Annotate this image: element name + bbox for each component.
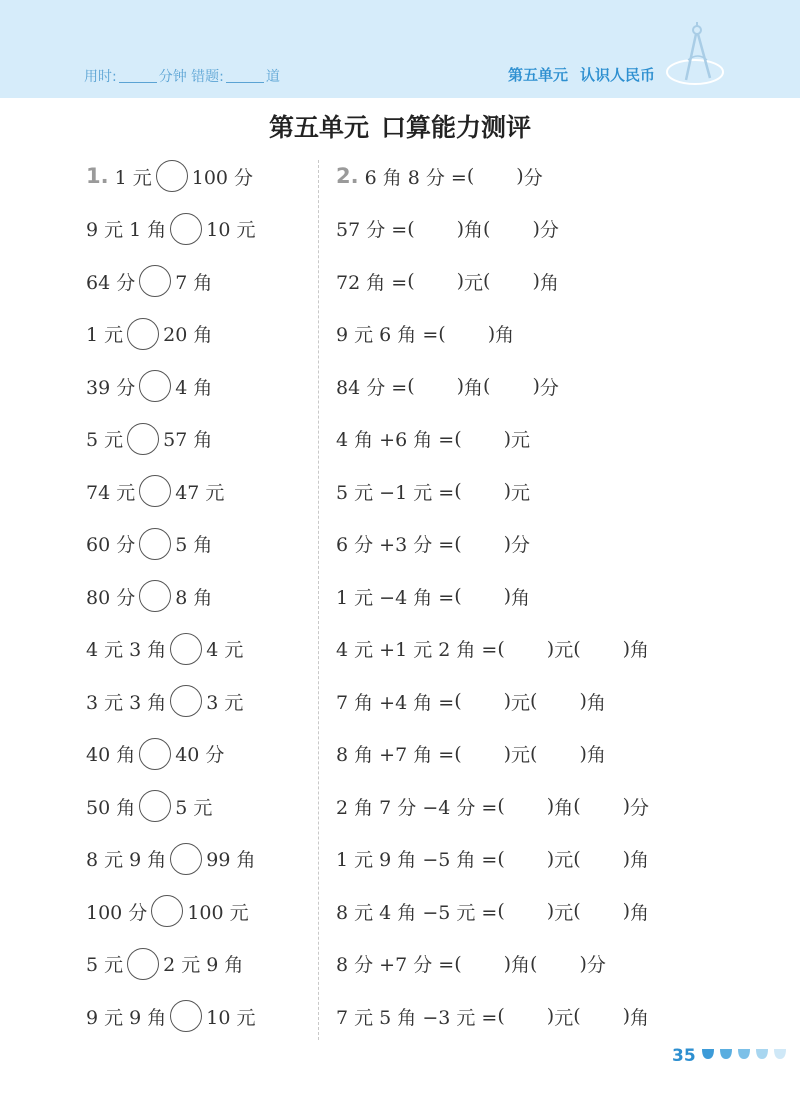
unit: 分 (511, 534, 531, 557)
compare-left: 1 元 (86, 324, 124, 347)
question-label: 道 (265, 69, 280, 85)
unit-label (508, 64, 655, 85)
compare-item-17 (86, 990, 314, 1043)
unit: 角 (630, 849, 650, 872)
compare-right: 57 角 (163, 429, 213, 452)
unit: 角 (586, 691, 606, 714)
compare-left: 3 元 3 角 (86, 691, 167, 714)
section-1-number: 1. (86, 164, 109, 189)
compare-left: 5 元 (86, 954, 124, 977)
unit: 分 (523, 166, 543, 189)
compare-left: 100 分 (86, 901, 148, 924)
convert-item-5: 84 分 = ( ) 角 ( ) 分 (336, 360, 756, 413)
unit: 分 (539, 219, 559, 242)
convert-expr: 7 元 5 角 −3 元 = (336, 1006, 498, 1029)
section-1-compare (86, 150, 314, 1043)
unit: 角 (511, 586, 531, 609)
compare-right: 8 角 (175, 586, 213, 609)
unit: 角 (539, 271, 559, 294)
compare-item-15 (86, 885, 314, 938)
time-blank[interactable] (119, 68, 157, 83)
unit: 分 (630, 796, 650, 819)
section-2-number: 2. (336, 164, 359, 189)
compare-circle[interactable] (127, 423, 159, 455)
compare-circle[interactable] (139, 370, 171, 402)
compare-left: 39 分 (86, 376, 136, 399)
compare-item-9 (86, 570, 314, 623)
compare-right: 10 元 (206, 1006, 256, 1029)
unit: 元 (511, 691, 531, 714)
time-label: 用时: (84, 69, 117, 85)
convert-item-1: 2. 6 角 8 分 = ( ) 分 (336, 164, 543, 189)
compare-item-1 (86, 150, 314, 203)
unit: 元 (554, 639, 574, 662)
compare-circle[interactable] (139, 790, 171, 822)
compare-item-11 (86, 675, 314, 728)
compare-item-4 (86, 308, 314, 361)
convert-expr: 72 角 = (336, 271, 408, 294)
compare-right: 47 元 (175, 481, 225, 504)
compare-circle[interactable] (139, 738, 171, 770)
compare-item-5 (86, 360, 314, 413)
unit: 元 (511, 481, 531, 504)
compare-circle[interactable] (139, 528, 171, 560)
compare-circle[interactable] (170, 213, 202, 245)
unit: 角 (630, 901, 650, 924)
compare-right: 100 分 (191, 166, 254, 189)
errors-label: 错题: (191, 69, 224, 85)
compare-circle[interactable] (170, 843, 202, 875)
compare-circle[interactable] (151, 895, 183, 927)
unit: 元 (554, 1006, 574, 1029)
errors-blank[interactable] (226, 68, 264, 83)
unit: 角 (586, 744, 606, 767)
convert-expr: 7 角 +4 角 = (336, 691, 455, 714)
compare-left: 5 元 (86, 429, 124, 452)
compare-item-10 (86, 623, 314, 676)
compare-circle[interactable] (127, 318, 159, 350)
convert-expr: 8 分 +7 分 = (336, 954, 455, 977)
convert-expr: 57 分 = (336, 219, 408, 242)
compare-item-13 (86, 780, 314, 833)
compare-circle[interactable] (170, 685, 202, 717)
convert-item-10: 4 元 +1 元 2 角 = ( ) 元 ( ) 角 (336, 623, 756, 676)
unit: 角 (464, 219, 484, 242)
compare-right: 4 元 (206, 639, 244, 662)
compare-item-8 (86, 518, 314, 571)
convert-item-4: 9 元 6 角 = ( ) 角 (336, 308, 756, 361)
minute-label: 分钟 (158, 69, 187, 85)
compare-right: 2 元 9 角 (163, 954, 244, 977)
convert-item-7: 5 元 −1 元 = ( ) 元 (336, 465, 756, 518)
compare-item-16 (86, 938, 314, 991)
wave-edge (0, 86, 800, 100)
convert-expr: 6 角 8 分 = (364, 166, 467, 189)
unit: 角 (495, 324, 515, 347)
unit: 分 (539, 376, 559, 399)
usage-record (84, 66, 280, 86)
convert-item-3: 72 角 = ( ) 元 ( ) 角 (336, 255, 756, 308)
unit: 元 (464, 271, 484, 294)
compare-circle[interactable] (127, 948, 159, 980)
compare-right: 4 角 (175, 376, 213, 399)
compare-right: 10 元 (206, 219, 256, 242)
convert-expr: 84 分 = (336, 376, 408, 399)
compare-right: 3 元 (206, 691, 244, 714)
convert-expr: 4 元 +1 元 2 角 = (336, 639, 498, 662)
convert-item-12: 8 角 +7 角 = ( ) 元 ( ) 角 (336, 728, 756, 781)
convert-item-15: 8 元 4 角 −5 元 = ( ) 元 ( ) 角 (336, 885, 756, 938)
compare-circle[interactable] (139, 475, 171, 507)
header-band (0, 0, 800, 98)
convert-item-8: 6 分 +3 分 = ( ) 分 (336, 518, 756, 571)
compare-left: 80 分 (86, 586, 136, 609)
convert-expr: 6 分 +3 分 = (336, 534, 455, 557)
compare-left: 40 角 (86, 744, 136, 767)
compare-left: 50 角 (86, 796, 136, 819)
compare-item-12 (86, 728, 314, 781)
convert-item-17: 7 元 5 角 −3 元 = ( ) 元 ( ) 角 (336, 990, 756, 1043)
compare-circle[interactable] (170, 1000, 202, 1032)
compare-left: 4 元 3 角 (86, 639, 167, 662)
unit: 分 (586, 954, 606, 977)
convert-expr: 9 元 6 角 = (336, 324, 439, 347)
unit: 元 (511, 744, 531, 767)
convert-item-16: 8 分 +7 分 = ( ) 角 ( ) 分 (336, 938, 756, 991)
page-title (0, 108, 800, 144)
column-divider (318, 160, 319, 1040)
compare-left: 60 分 (86, 534, 136, 557)
compare-right: 40 分 (175, 744, 225, 767)
unit: 元 (511, 429, 531, 452)
unit: 角 (630, 1006, 650, 1029)
section-2-convert (336, 150, 756, 1043)
title-text: 口算能力测评 (381, 113, 532, 142)
convert-item-13: 2 角 7 分 −4 分 = ( ) 角 ( ) 分 (336, 780, 756, 833)
title-unit: 第五单元 (268, 113, 369, 142)
convert-item-6: 4 角 +6 角 = ( ) 元 (336, 413, 756, 466)
compare-right: 7 角 (175, 271, 213, 294)
page-number: 35 (672, 1046, 696, 1066)
convert-expr: 1 元 9 角 −5 角 = (336, 849, 498, 872)
convert-expr: 5 元 −1 元 = (336, 481, 455, 504)
compare-right: 20 角 (163, 324, 213, 347)
unit: 角 (630, 639, 650, 662)
convert-expr: 4 角 +6 角 = (336, 429, 455, 452)
convert-item-14: 1 元 9 角 −5 角 = ( ) 元 ( ) 角 (336, 833, 756, 886)
convert-item-11: 7 角 +4 角 = ( ) 元 ( ) 角 (336, 675, 756, 728)
convert-expr: 1 元 −4 角 = (336, 586, 455, 609)
compare-right: 99 角 (206, 849, 256, 872)
compare-circle[interactable] (139, 265, 171, 297)
unit-name: 认识人民币 (579, 66, 655, 84)
compare-item-2 (86, 203, 314, 256)
unit-number: 第五单元 (507, 66, 568, 84)
compare-left: 1 元 (114, 166, 152, 189)
unit: 角 (554, 796, 574, 819)
unit: 元 (554, 901, 574, 924)
convert-expr: 8 元 4 角 −5 元 = (336, 901, 498, 924)
unit: 角 (511, 954, 531, 977)
compass-icon (664, 22, 730, 88)
convert-expr: 2 角 7 分 −4 分 = (336, 796, 498, 819)
unit: 元 (554, 849, 574, 872)
compare-right: 100 元 (187, 901, 249, 924)
compare-circle[interactable] (170, 633, 202, 665)
compare-left: 74 元 (86, 481, 136, 504)
convert-item-2: 57 分 = ( ) 角 ( ) 分 (336, 203, 756, 256)
compare-circle[interactable] (156, 160, 188, 192)
convert-expr: 8 角 +7 角 = (336, 744, 455, 767)
compare-left: 9 元 9 角 (86, 1006, 167, 1029)
compare-right: 5 角 (175, 534, 213, 557)
decorative-dots-icon (700, 1047, 790, 1061)
compare-circle[interactable] (139, 580, 171, 612)
compare-item-3 (86, 255, 314, 308)
unit: 角 (464, 376, 484, 399)
compare-item-7 (86, 465, 314, 518)
compare-right: 5 元 (175, 796, 213, 819)
compare-left: 8 元 9 角 (86, 849, 167, 872)
compare-item-14 (86, 833, 314, 886)
compare-left: 64 分 (86, 271, 136, 294)
convert-item-9: 1 元 −4 角 = ( ) 角 (336, 570, 756, 623)
compare-left: 9 元 1 角 (86, 219, 167, 242)
compare-item-6 (86, 413, 314, 466)
